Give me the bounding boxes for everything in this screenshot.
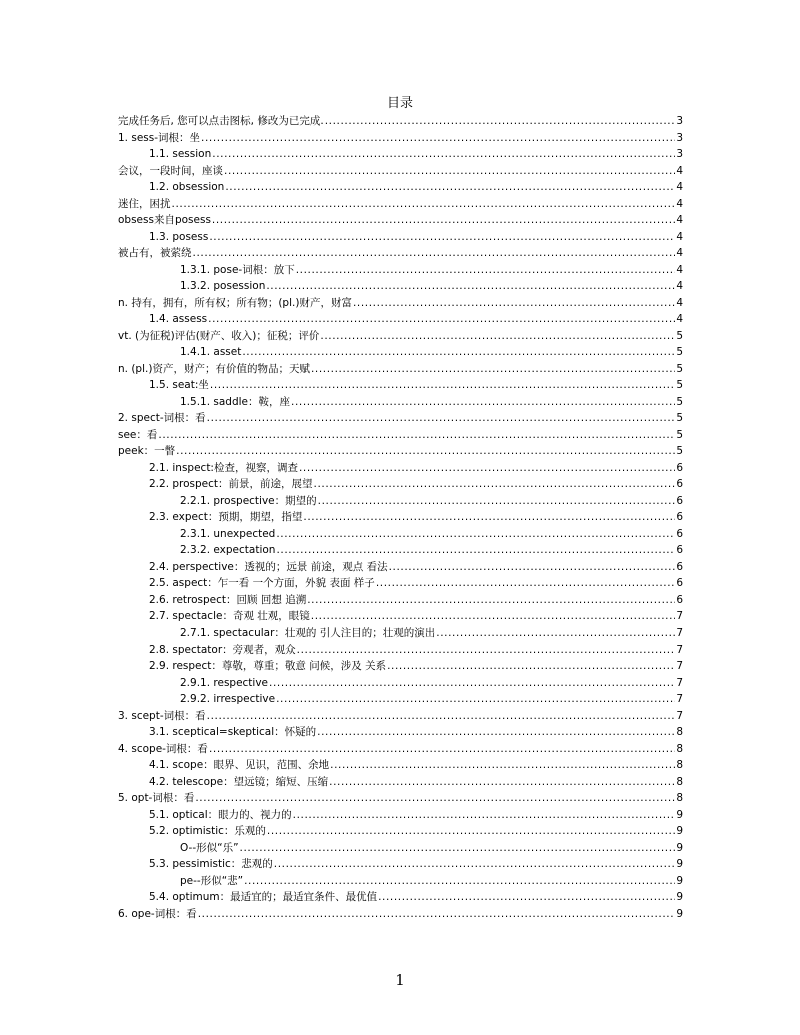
toc-entry-page[interactable]: 5 <box>676 428 683 441</box>
toc-entry[interactable] <box>118 328 683 345</box>
toc-entry[interactable] <box>118 394 683 411</box>
dot-leader <box>436 625 675 642</box>
toc-entry-text[interactable]: 1.2. obsession <box>149 181 225 194</box>
toc-entry-page[interactable]: 4 <box>676 230 683 243</box>
toc-entry[interactable] <box>118 708 683 725</box>
toc-entry-page[interactable]: 4 <box>676 197 683 210</box>
toc-entry-text[interactable]: 1.4. assess <box>149 313 208 326</box>
toc-entry-text[interactable]: see：看 <box>118 428 158 441</box>
toc-entry-page[interactable]: 6 <box>676 461 683 474</box>
toc-entry[interactable] <box>118 608 683 625</box>
toc-entry[interactable] <box>118 278 683 295</box>
toc-entry-page[interactable]: 4 <box>676 164 683 177</box>
toc-entry-text[interactable]: 3. scept-词根：看 <box>118 709 206 722</box>
toc-entry-text[interactable]: 2.8. spectator：旁观者，观众 <box>149 643 296 656</box>
toc-entry-text[interactable]: 2.3.1. unexpected <box>180 527 276 540</box>
toc-entry[interactable] <box>118 889 683 906</box>
toc-entry-page[interactable]: 9 <box>676 858 683 871</box>
toc-entry[interactable] <box>118 311 683 328</box>
toc-entry-text[interactable]: 1.3. posess <box>149 230 209 243</box>
toc-entry-page[interactable]: 7 <box>676 610 683 623</box>
toc-entry-page[interactable]: 6 <box>676 511 683 524</box>
dot-leader <box>240 840 676 857</box>
toc-entry-page[interactable]: 6 <box>676 544 683 557</box>
dot-leader <box>269 675 675 692</box>
toc-entry-page[interactable]: 7 <box>676 660 683 673</box>
toc-entry-text[interactable]: 迷住，困扰 <box>118 197 171 210</box>
toc-entry-page[interactable]: 5 <box>676 379 683 392</box>
dot-leader <box>209 229 675 246</box>
toc-entry[interactable] <box>118 212 683 229</box>
toc-entry-text[interactable]: n. (pl.)资产，财产；有价值的物品；天赋 <box>118 362 310 375</box>
toc-entry-page[interactable]: 8 <box>676 775 683 788</box>
toc-entry-page[interactable]: 6 <box>676 478 683 491</box>
toc-entry[interactable] <box>118 675 683 692</box>
toc-entry-page[interactable]: 4 <box>676 296 683 309</box>
toc-entry-text[interactable]: 会议，一段时间，座谈 <box>118 164 223 177</box>
page-number: 1 <box>395 971 405 989</box>
dot-leader <box>158 427 675 444</box>
dot-leader <box>224 163 675 180</box>
dot-leader <box>329 774 675 791</box>
toc-entry-page[interactable]: 5 <box>676 395 683 408</box>
dot-leader <box>387 658 675 675</box>
page-title: 目录 <box>386 96 413 111</box>
dot-leader <box>201 130 675 147</box>
toc-entry[interactable] <box>118 691 683 708</box>
toc-entry[interactable] <box>118 179 683 196</box>
dot-leader <box>225 179 675 196</box>
toc-entry-text[interactable]: 4. scope-词根：看 <box>118 742 208 755</box>
toc-entry[interactable] <box>118 592 683 609</box>
toc-entry-text[interactable]: peek：一瞥 <box>118 445 176 458</box>
dot-leader <box>274 856 676 873</box>
toc-entry-text[interactable]: 1.5. seat:坐 <box>149 379 209 392</box>
dot-leader <box>207 410 676 427</box>
toc-entry-page[interactable]: 4 <box>676 280 683 293</box>
toc-entry-page[interactable]: 3 <box>676 148 683 161</box>
toc-entry[interactable] <box>118 542 683 559</box>
toc-entry-text[interactable]: 2.9. respect：尊敬，尊重；敬意 问候，涉及 关系 <box>149 660 387 673</box>
dot-leader <box>267 823 675 840</box>
toc-entry-text[interactable]: n. 持有，拥有，所有权；所有物；(pl.)财产，财富 <box>118 296 352 309</box>
dot-leader <box>353 295 675 312</box>
dot-leader <box>330 757 675 774</box>
toc-entry[interactable] <box>118 460 683 477</box>
toc-entry[interactable] <box>118 807 683 824</box>
toc-entry[interactable] <box>118 443 683 460</box>
toc-entry[interactable] <box>118 245 683 262</box>
toc-entry-text[interactable]: 1.1. session <box>149 148 212 161</box>
toc-entry[interactable] <box>118 130 683 147</box>
dot-leader <box>176 443 675 460</box>
toc-entry-text[interactable]: 2.7.1. spectacular：壮观的 引人注目的；壮观的演出 <box>180 626 436 639</box>
dot-leader <box>266 278 675 295</box>
toc-entry-page[interactable]: 4 <box>676 181 683 194</box>
toc-entry-text[interactable]: 1.3.2. posession <box>180 280 266 293</box>
toc-entry[interactable] <box>118 163 683 180</box>
toc-entry-page[interactable]: 9 <box>676 907 683 920</box>
toc-entry-text[interactable]: 1.4.1. asset <box>180 346 242 359</box>
toc-entry-text[interactable]: 2.5. aspect：乍一看 一个方面，外貌 表面 样子 <box>149 577 375 590</box>
dot-leader <box>291 394 675 411</box>
dot-leader <box>207 708 676 725</box>
toc-entry-text[interactable]: 5.1. optical：眼力的、视力的 <box>149 808 292 821</box>
toc-entry[interactable] <box>118 229 683 246</box>
toc-entry-page[interactable]: 9 <box>676 825 683 838</box>
toc-entry[interactable] <box>118 873 683 890</box>
toc-entry-page[interactable]: 8 <box>676 792 683 805</box>
dot-leader <box>311 361 675 378</box>
toc-entry-page[interactable]: 8 <box>676 726 683 739</box>
toc-entry-text[interactable]: 3.1. sceptical=skeptical：怀疑的 <box>149 726 317 739</box>
dot-leader <box>311 608 676 625</box>
toc-entry-text[interactable]: 5.4. optimum：最适宜的；最适宜条件、最优值 <box>149 891 378 904</box>
toc-entry-page[interactable]: 4 <box>676 263 683 276</box>
toc-entry-text[interactable]: 2.2.1. prospective：期望的 <box>180 494 317 507</box>
toc-entry-text[interactable]: O--形似“乐” <box>180 841 239 854</box>
toc-entry-text[interactable]: 2.3. expect：预期，期望，指望 <box>149 511 303 524</box>
toc-entry-page[interactable]: 6 <box>676 577 683 590</box>
toc-entry-text[interactable]: 2.7. spectacle：奇观 壮观，眼镜 <box>149 610 310 623</box>
toc-entry-text[interactable]: 2.1. inspect:检查，视察，调查 <box>149 461 298 474</box>
toc-entry[interactable] <box>118 476 683 493</box>
dot-leader <box>293 807 676 824</box>
dot-leader <box>210 377 675 394</box>
toc-entry[interactable] <box>118 774 683 791</box>
dot-leader <box>307 592 675 609</box>
toc-entry-text[interactable]: 2.3.2. expectation <box>180 544 276 557</box>
toc-entry-page[interactable]: 8 <box>676 742 683 755</box>
dot-leader <box>198 906 676 923</box>
toc-entry[interactable] <box>118 295 683 312</box>
toc-entry[interactable] <box>118 196 683 213</box>
toc-entry[interactable] <box>118 526 683 543</box>
toc-entry[interactable] <box>118 113 683 130</box>
dot-leader <box>320 328 675 345</box>
toc-entry-text[interactable]: 1.5.1. saddle：鞍，座 <box>180 395 291 408</box>
toc-entry-text[interactable]: pe--形似“悲” <box>180 874 244 887</box>
dot-leader <box>318 493 676 510</box>
toc-entry-page[interactable]: 8 <box>676 759 683 772</box>
dot-leader <box>389 559 676 576</box>
toc-entry[interactable] <box>118 361 683 378</box>
toc-entry-page[interactable]: 4 <box>676 214 683 227</box>
toc-entry-page[interactable]: 3 <box>676 115 683 127</box>
toc-entry-page[interactable]: 5 <box>676 362 683 375</box>
toc-entry-page[interactable]: 9 <box>676 874 683 887</box>
toc-entry-text[interactable]: 6. ope-词根：看 <box>118 907 197 920</box>
dot-leader <box>376 575 676 592</box>
dot-leader <box>325 113 676 130</box>
toc-entry[interactable] <box>118 658 683 675</box>
toc-entry[interactable] <box>118 262 683 279</box>
toc-entry[interactable] <box>118 906 683 923</box>
toc-entry[interactable] <box>118 625 683 642</box>
toc-entry[interactable] <box>118 493 683 510</box>
dot-leader <box>242 344 675 361</box>
toc-entry-page[interactable]: 6 <box>676 560 683 573</box>
toc-entry-page[interactable]: 9 <box>676 841 683 854</box>
dot-leader <box>378 889 675 906</box>
toc-entry-text[interactable]: 1.3.1. pose-词根：放下 <box>180 263 295 276</box>
toc-entry-page[interactable]: 4 <box>676 313 683 326</box>
toc-entry[interactable] <box>118 642 683 659</box>
dot-leader <box>299 460 675 477</box>
toc-entry-page[interactable]: 5 <box>676 346 683 359</box>
toc-entry-page[interactable]: 5 <box>676 329 683 342</box>
dot-leader <box>303 509 675 526</box>
toc-entry[interactable] <box>118 377 683 394</box>
toc-entry-page[interactable]: 3 <box>676 131 683 144</box>
toc-entry-text[interactable]: 5.3. pessimistic：悲观的 <box>149 858 273 871</box>
dot-leader <box>212 146 675 163</box>
dot-leader <box>208 311 675 328</box>
toc-entry[interactable] <box>118 724 683 741</box>
toc-entry-text[interactable]: 被占有，被萦绕 <box>118 247 192 260</box>
toc-entry[interactable] <box>118 757 683 774</box>
dot-leader <box>276 691 675 708</box>
toc-entry-page[interactable]: 7 <box>676 676 683 689</box>
dot-leader <box>193 245 676 262</box>
dot-leader <box>297 642 676 659</box>
toc-entry-text[interactable]: 2.9.2. irrespective <box>180 693 276 706</box>
dot-leader <box>296 262 676 279</box>
toc-entry[interactable] <box>118 146 683 163</box>
dot-leader <box>276 542 675 559</box>
toc-entry-text[interactable]: 2.6. retrospect：回顾 回想 追溯 <box>149 593 307 606</box>
toc-entry-text[interactable]: vt. (为征税)评估(财产、收入)；征税；评价 <box>118 329 320 342</box>
dot-leader <box>172 196 676 213</box>
toc-entry-text[interactable]: 4.2. telescope：望远镜；缩短、压缩 <box>149 775 329 788</box>
toc-entry-page[interactable]: 9 <box>676 891 683 904</box>
toc-entry[interactable] <box>118 410 683 427</box>
toc-entry[interactable] <box>118 559 683 576</box>
toc-entry-text[interactable]: 5.2. optimistic：乐观的 <box>149 825 266 838</box>
toc-entry[interactable] <box>118 509 683 526</box>
toc-entry-page[interactable]: 4 <box>676 247 683 260</box>
toc-entry-text[interactable]: obsess来自posess <box>118 214 211 227</box>
toc-entry-page[interactable]: 5 <box>676 412 683 425</box>
toc-entry-text[interactable]: 5. opt-词根：看 <box>118 792 195 805</box>
toc-entry-page[interactable]: 6 <box>676 593 683 606</box>
toc-entry[interactable] <box>118 856 683 873</box>
toc-entry-page[interactable]: 6 <box>676 494 683 507</box>
toc-entry-page[interactable]: 9 <box>676 808 683 821</box>
dot-leader <box>314 476 676 493</box>
toc-entry[interactable] <box>118 823 683 840</box>
toc-entry-text[interactable]: 2.4. perspective：透视的；远景 前途，观点 看法 <box>149 560 388 573</box>
toc-entry-page[interactable]: 7 <box>676 643 683 656</box>
dot-leader <box>276 526 675 543</box>
toc-entry-text[interactable]: 2.2. prospect：前景，前途，展望 <box>149 478 313 491</box>
dot-leader <box>317 724 675 741</box>
toc-entry[interactable] <box>118 840 683 857</box>
toc-entry-text[interactable]: 4.1. scope：眼界、见识，范围、余地 <box>149 759 330 772</box>
dot-leader <box>212 212 675 229</box>
toc-entry-text[interactable]: 1. sess-词根：坐 <box>118 131 201 144</box>
toc-entry-page[interactable]: 7 <box>676 626 683 639</box>
toc-entry[interactable] <box>118 790 683 807</box>
dot-leader <box>195 790 675 807</box>
dot-leader <box>244 873 675 890</box>
toc-entry-page[interactable]: 7 <box>676 709 683 722</box>
toc-entry-page[interactable]: 5 <box>676 445 683 458</box>
toc-entry[interactable] <box>118 575 683 592</box>
toc-entry[interactable] <box>118 344 683 361</box>
toc-entry[interactable] <box>118 427 683 444</box>
toc-entry-text[interactable]: 2.9.1. respective <box>180 676 269 689</box>
table-of-contents <box>118 113 683 922</box>
toc-entry-text[interactable]: 2. spect-词根：看 <box>118 412 206 425</box>
toc-entry[interactable] <box>118 741 683 758</box>
toc-entry-text[interactable]: 完成任务后, 您可以点击图标, 修改为已完成. <box>118 115 324 127</box>
dot-leader <box>209 741 675 758</box>
toc-entry-page[interactable]: 6 <box>676 527 683 540</box>
toc-entry-page[interactable]: 7 <box>676 693 683 706</box>
